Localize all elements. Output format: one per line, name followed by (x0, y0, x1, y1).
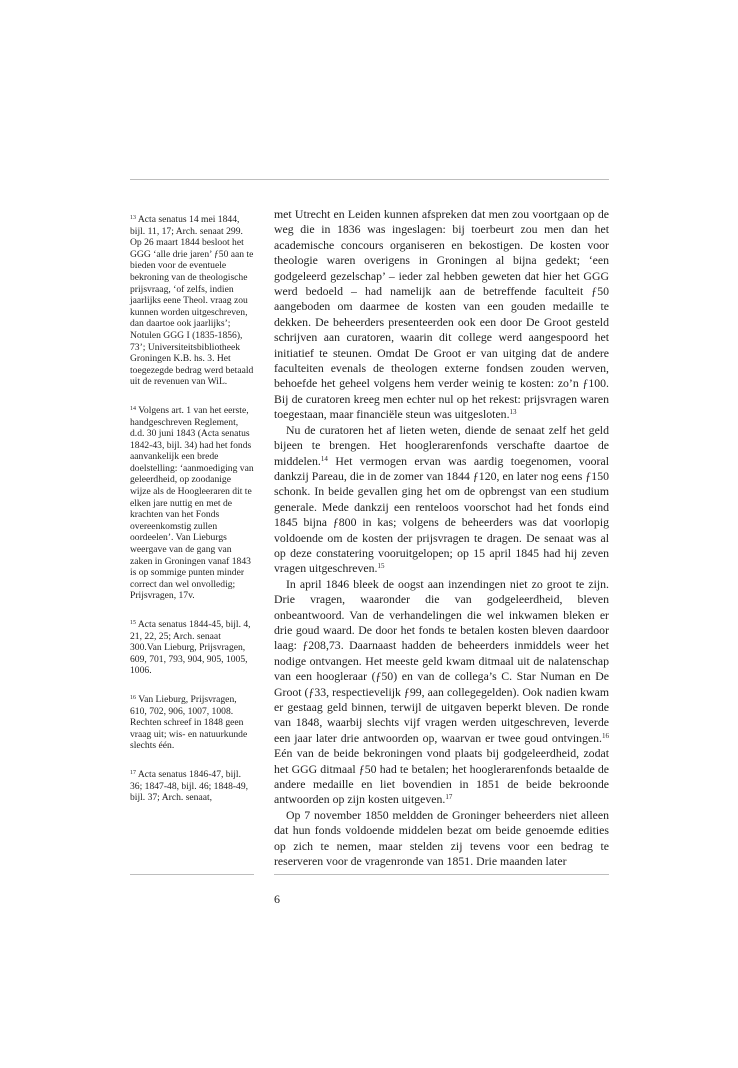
page-number: 6 (274, 892, 280, 906)
main-bottom-rule (274, 874, 609, 875)
paragraph: Nu de curatoren het af lieten weten, diende de senaat zelf het geld bijeen te brengen. Het hooglerarenfonds verschafte daartoe de middelen.$^{14}$ Het vermogen ervan was aardig toegenomen, vooral dankzij Pareau, die in de zomer van 1844 ƒ120, en later nog eens ƒ150 schonk. In beide gevallen ging het om de opbrengst van een studium generale. Mede dankzij een renteloos voorschot had het fonds eind 1845 bijna ƒ800 in kas; volgens de beheerders was dat voorlopig voldoende om de kosten der prijsvragen te dragen. De senaat was al op deze constatering vooruitgelopen; op 15 april 1845 had hij zeven vragen uitgeschreven.$^{15}$ (274, 422, 609, 576)
sidebar-bottom-rule (130, 874, 254, 875)
footnote: $^{16}$ Van Lieburg, Prijsvragen, 610, 702, 906, 1007, 1008. Rechten schreef in 1848 geen vraag uit; wis- en natuurkunde slechts één. (130, 693, 248, 752)
footnote: $^{14}$ Volgens art. 1 van het eerste, handgeschreven Reglement, d.d. 30 juni 1843 (Acta senatus 1842-43, bijl. 34) had het fonds aanvankelijk een brede doelstelling: ‘aanmoediging van geleerdheid, op zoodanige wijze als de Hoogleeraren dit te elken jare nuttig en met de krachten van het Fonds overeenkomstig zullen oordeelen’. Van Lieburgs weergave van de gang van zaken in Groningen vanaf 1843 is op sommige punten minder correct dan wel onvolledig; Prijsvragen, 17v. (130, 404, 254, 602)
top-rule (130, 179, 609, 180)
paragraph: Op 7 november 1850 meldden de Groninger beheerders niet alleen dat hun fonds voldoende middelen bezat om beide genoemde edities op zich te nemen, maar stelden zij tevens voor een bedrag te reserveren voor de vragenronde van 1851. Drie maanden later (274, 807, 609, 869)
paragraph: met Utrecht en Leiden kunnen afspreken dat men zou voortgaan op de weg die in 1836 was ingeslagen: bij toerbeurt zou men dan het academische concours organiseren en bekostigen. De kosten voor theologie waren overigens in Groningen al bijna gedekt; ‘een godgeleerd gezelschap’ – ieder zal hebben geweten dat hier het GGG werd bedoeld – had namelijk aan de betreffende faculteit ƒ50 aangeboden om daarmee de kosten van een gouden medaille te dekken. De beheerders presenteerden ook een door De Groot gesteld schrijven aan curatoren, waarin dit college werd aangespoord het initiatief te steunen. Omdat De Groot er van uitging dat de andere faculteiten evenals de theologen externe fondsen zouden werven, behoefde het geheel volgens hem verder weinig te kosten: zo’n ƒ100. Bij de curatoren kreeg men echter nul op het rekest: prijsvragen waren toegestaan, maar financiële steun was uitgesloten.$^{13}$ (274, 207, 609, 422)
footnote: $^{15}$ Acta senatus 1844-45, bijl. 4, 21, 22, 25; Arch. senaat 300.Van Lieburg, Prijsvragen, 609, 701, 793, 904, 905, 1005, 1006. (130, 619, 251, 677)
footnote: $^{17}$ Acta senatus 1846-47, bijl. 36; 1847-48, bijl. 46; 1848-49, bijl. 37; Arch. senaat, (130, 768, 249, 804)
footnote: $^{13}$ Acta senatus 14 mei 1844, bijl. 11, 17; Arch. senaat 299. Op 26 maart 1844 besloot het GGG ‘alle drie jaren’ ƒ50 aan te bieden voor de eventuele bekroning van de theologische prijsvraag, ‘of zelfs, indien jaarlijks eene Theol. vraag zou kunnen worden uitgeschreven, dan daartoe ook jaarlijks’; Notulen GGG I (1835-1856), 73’; Universiteitsbibliotheek Groningen K.B. hs. 3. Het toegezegde bedrag werd betaald uit de revenuen van WiL. (130, 214, 254, 388)
paragraph: In april 1846 bleek de oogst aan inzendingen niet zo groot te zijn. Drie vragen, waaronder die van godgeleerdheid, bleven onbeantwoord. Van de verhandelingen die wel inkwamen bleken er drie goud waard. De door het fonds te betalen kosten bleven daardoor laag: ƒ208,73. Daarnaast hadden de beheerders inmiddels weer het nodige ontvangen. Het meeste geld kwam ditmaal uit de nalatenschap van een hoogleraar (ƒ50) en van de collega’s C. Star Numan en De Groot (ƒ33, respectievelijk ƒ99, aan collegegelden). Ook nadien kwam er gestaag geld binnen, terwijl de uitgaven beperkt bleven. De ronde van 1848, waarbij slechts vijf vragen werden uitgeschreven, leverde een jaar later drie antwoorden op, waarvan er twee goud ontvingen.$^{16}$ Eén van de beide bekroningen vond plaats bij godgeleerdheid, zodat het GGG ditmaal ƒ50 had te betalen; het hooglerarenfonds betaalde de andere medaille en liet bovendien in 1851 de beide bekroonde antwoorden op zijn kosten uitgeven.$^{17}$ (274, 576, 609, 807)
footnotes-column (130, 214, 254, 821)
body-text (274, 207, 609, 869)
